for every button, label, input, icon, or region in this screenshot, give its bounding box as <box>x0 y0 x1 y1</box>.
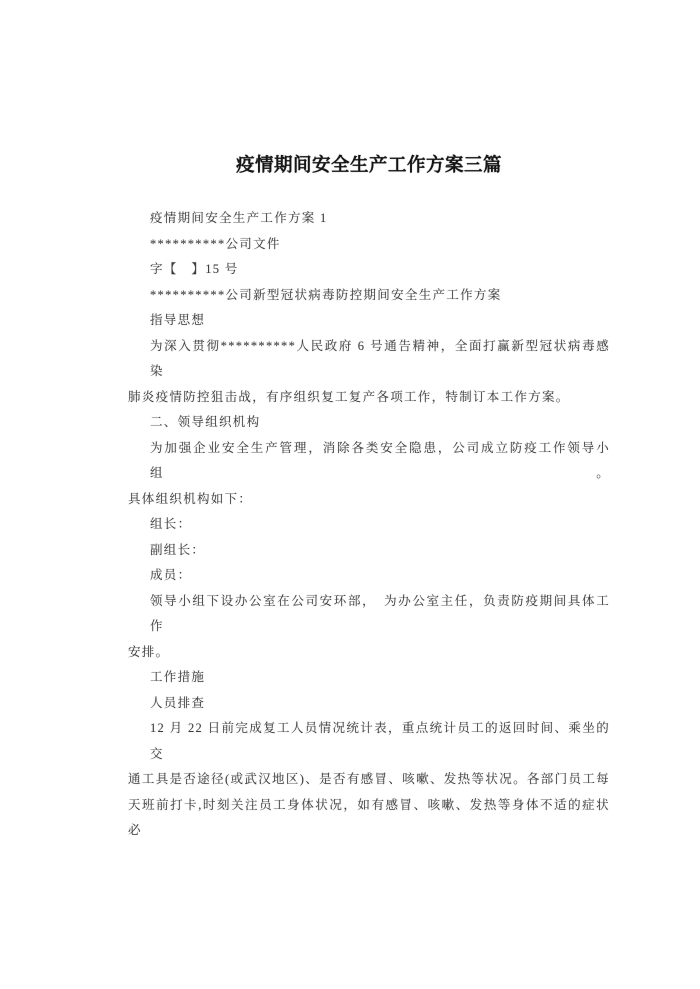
text-line: 领导小组下设办公室在公司安环部， 为办公室主任，负责防疫期间具体工作 <box>150 593 610 633</box>
text-line: **********公司文件 <box>150 236 281 251</box>
text-line: 副组长： <box>150 542 206 557</box>
text-line: 成员： <box>150 568 192 582</box>
text-line: 人员排查 <box>150 695 206 710</box>
text-line: 肺炎疫情防控狙击战，有序组织复工复产各项工作，特制订本工作方案。 <box>128 389 570 404</box>
document-body <box>128 206 610 844</box>
text-line: 字【 】15 号 <box>150 262 239 276</box>
text-line: 安排。 <box>128 644 170 659</box>
text-line: 指导思想 <box>150 313 206 327</box>
text-line: **********公司新型冠状病毒防控期间安全生产工作方案 <box>150 287 502 302</box>
text-line: 为深入贯彻**********人民政府 6 号通告精神，全面打赢新型冠状病毒感染 <box>150 338 610 378</box>
text-line: 通工具是否途径(或武汉地区)、是否有感冒、咳嗽、发热等状况。各部门员工每 <box>128 772 610 786</box>
text-line: 工作措施 <box>150 670 206 684</box>
text-line: 12 月 22 日前完成复工人员情况统计表，重点统计员工的返回时间、乘坐的交 <box>150 721 610 761</box>
text-line: 组长： <box>150 517 192 531</box>
text-line: 天班前打卡,时刻关注员工身体状况，如有感冒、咳嗽、发热等身体不适的症状必 <box>128 797 610 837</box>
text-line: 疫情期间安全生产工作方案 1 <box>150 211 328 225</box>
text-line: 二、领导组织机构 <box>150 415 261 429</box>
document-title: 疫情期间安全生产工作方案三篇 <box>235 154 502 175</box>
text-line: 具体组织机构如下： <box>128 491 253 506</box>
text-line: 为加强企业安全生产管理，消除各类安全隐患，公司成立防疫工作领导小组。 <box>150 440 610 480</box>
